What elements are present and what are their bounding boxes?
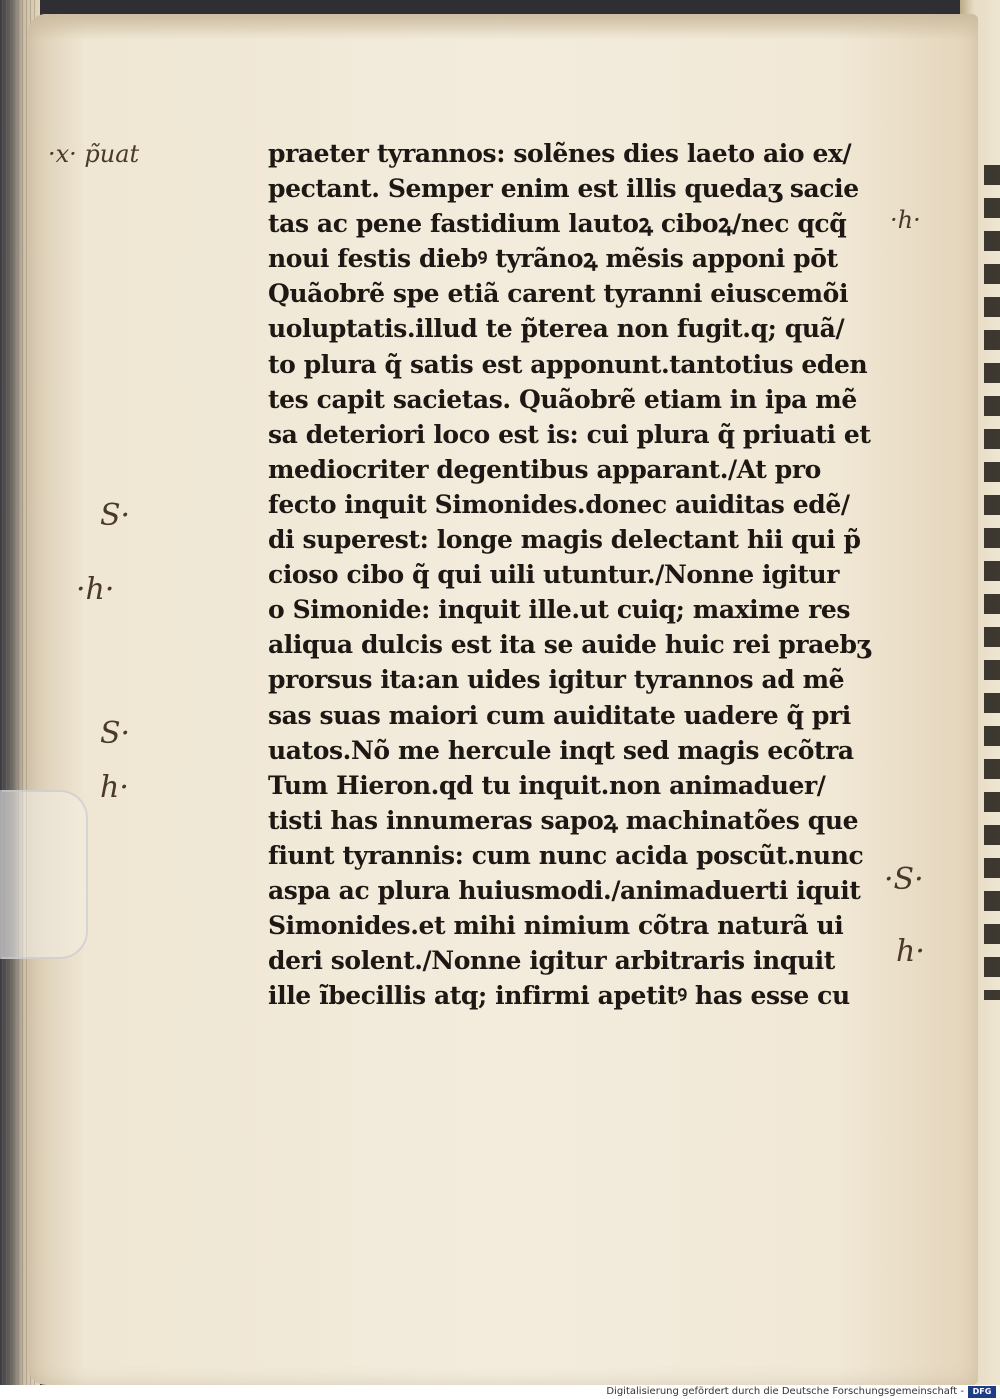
margin-note-left: S· (100, 716, 131, 751)
text-line: Quãobrẽ spe etiã carent tyranni eiuscemõi (268, 279, 849, 309)
text-line: aspa ac plura huiusmodi./animaduerti iquit (268, 875, 861, 905)
text-line: uoluptatis.illud te p̃terea non fugit.q; quã/ (268, 314, 845, 344)
text-line: Tum Hieron.qd tu inquit.non animaduer/ (268, 770, 826, 800)
text-line: sas suas maiori cum auiditate uadere q̃ pri (268, 700, 851, 730)
funding-credit: Digitalisierung gefördert durch die Deutsche Forschungsgemeinschaft - (606, 1386, 964, 1397)
facing-page-text-fragment (984, 165, 1000, 1000)
text-line: prorsus ita:an uides igitur tyrannos ad mẽ (268, 665, 845, 695)
text-line: o Simonide: inquit ille.ut cuiq; maxime res (268, 595, 851, 625)
text-line: praeter tyrannos: solẽnes dies laeto aio ex/ (268, 139, 852, 168)
page-top-shading (28, 14, 978, 40)
text-line: ille ĩbecillis atq; infirmi apetitꝰ has esse cu (268, 981, 850, 1011)
text-line: aliqua dulcis est ita se auide huic rei praebʒ (268, 630, 871, 660)
dfg-logo: DFG (968, 1386, 996, 1398)
margin-note-right: h· (896, 934, 925, 969)
text-line: tas ac pene fastidium lautoꝝ ciboꝝ/nec qcq̃ (268, 209, 847, 239)
text-line: uatos.Nõ me hercule inqt sed magis ecõtra (268, 735, 854, 765)
text-line: tes capit sacietas. Quãobrẽ etiam in ipa mẽ (268, 384, 857, 414)
margin-note-right-top: ·h· (890, 206, 921, 234)
text-line: fiunt tyrannis: cum nunc acida poscũt.nunc (268, 840, 864, 870)
footer-bar (0, 1385, 1000, 1399)
text-line: mediocriter degentibus apparant./At pro (268, 454, 821, 484)
text-line: tisti has innumeras sapoꝝ machinatões que (268, 805, 859, 835)
text-line: to plura q̃ satis est apponunt.tantotius eden (268, 349, 868, 379)
text-line: Simonides.et mihi nimium cõtra naturã ui (268, 911, 844, 941)
margin-note-right: ·S· (884, 862, 924, 897)
page-clip (0, 790, 88, 959)
printed-text-block (268, 136, 883, 1013)
margin-note-left: ·h· (76, 572, 115, 607)
text-line: sa deteriori loco est is: cui plura q̃ priuati et (268, 419, 871, 449)
text-line: pectant. Semper enim est illis quedaʒ sacie (268, 174, 859, 204)
text-line: cioso cibo q̃ qui uili utuntur./Nonne igitur (268, 560, 840, 590)
text-line: di superest: longe magis delectant hii qui p̃ (268, 525, 861, 555)
text-line: noui festis diebꝰ tyrãnoꝝ mẽsis apponi pōt (268, 244, 838, 274)
margin-note-left: h· (100, 770, 129, 805)
margin-note-left: S· (100, 498, 131, 533)
margin-note-top-left: ·x· p̃uat (48, 140, 140, 168)
text-line: deri solent./Nonne igitur arbitraris inquit (268, 946, 835, 976)
text-line: fecto inquit Simonides.donec auiditas edẽ/ (268, 489, 850, 519)
